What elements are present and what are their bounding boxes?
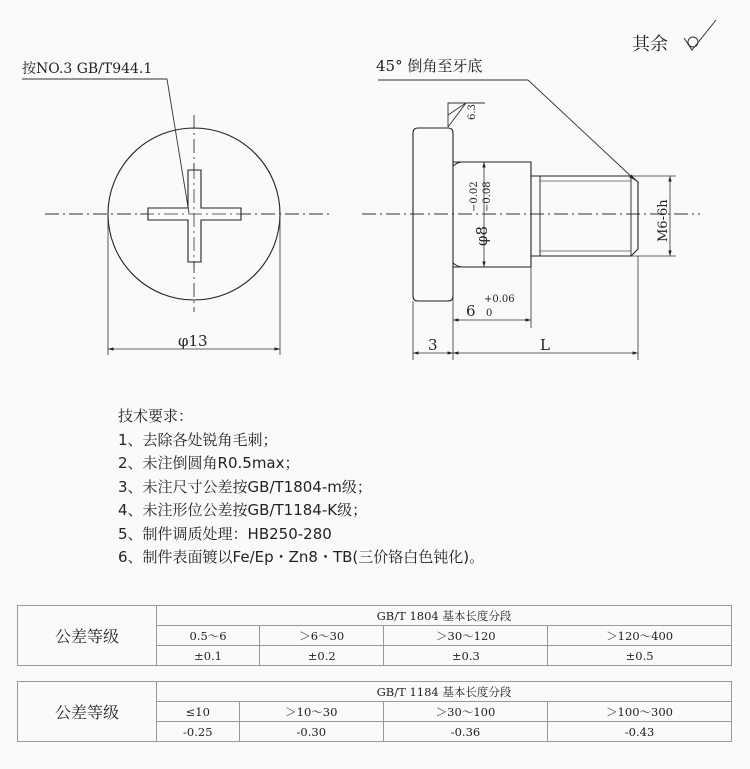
requirement-item: 4、未注形位公差按GB/T1184-K级； [118, 501, 368, 519]
front-view [22, 60, 332, 355]
head-thickness-label: 3 [428, 336, 438, 354]
chamfer-note: 45° 倒角至牙底 [376, 57, 483, 75]
screw-shank [453, 162, 531, 267]
value-cell: -0.30 [239, 722, 383, 742]
total-length-label: L [540, 336, 550, 354]
front-diameter-label: φ13 [178, 332, 208, 350]
range-cell: ＞30～100 [383, 702, 547, 722]
tolerance-table-1184 [17, 681, 732, 742]
front-note: 按NO.3 GB/T944.1 [22, 61, 153, 77]
requirement-item: 6、制件表面镀以Fe/Ep・Zn8・TB(三价铬白色钝化)。 [118, 548, 485, 566]
value-cell: ±0.2 [260, 646, 384, 666]
range-cell: ＞100～300 [548, 702, 732, 722]
roughness-value: 6.3 [467, 104, 478, 120]
value-cell: ±0.5 [548, 646, 732, 666]
thread-label: M6-6h [656, 199, 671, 242]
surface-finish-label: 其余 [632, 34, 668, 55]
requirement-item: 2、未注倒圆角R0.5max； [118, 454, 300, 472]
requirement-item: 3、未注尺寸公差按GB/T1804-m级； [118, 477, 372, 496]
table-title: GB/T 1804 基本长度分段 [157, 606, 732, 626]
side-view [362, 57, 700, 360]
value-cell: ±0.3 [384, 646, 548, 666]
requirement-item: 1、去除各处锐角毛刺； [118, 430, 278, 449]
technical-requirements [118, 405, 484, 570]
value-cell: -0.36 [383, 722, 547, 742]
range-cell: ＞30～120 [384, 626, 548, 646]
range-cell: ＞10～30 [239, 702, 383, 722]
screw-head [413, 128, 453, 301]
shank-length-tol-upper: +0.06 [484, 294, 515, 305]
range-cell: ＞6～30 [260, 626, 384, 646]
shank-length-label: 6 [466, 302, 476, 320]
range-cell: ≤10 [157, 702, 240, 722]
shank-length-tol-lower: 0 [486, 308, 493, 319]
tolerance-table-1804 [17, 605, 732, 666]
requirement-item: 5、制件调质处理：HB250-280 [118, 524, 332, 543]
shank-diameter-label: φ8 [473, 225, 491, 246]
finish-symbol-icon [684, 20, 716, 50]
table-row-header: 公差等级 [18, 682, 157, 742]
cross-recess [148, 170, 241, 262]
table-title: GB/T 1184 基本长度分段 [157, 682, 732, 702]
value-cell: ±0.1 [157, 646, 260, 666]
thread-section [531, 176, 638, 256]
shank-tolerance-lower: −0.08 [482, 181, 493, 212]
range-cell: ＞120～400 [548, 626, 732, 646]
value-cell: -0.25 [157, 722, 240, 742]
shank-tolerance-upper: −0.02 [469, 181, 480, 212]
range-cell: 0.5～6 [157, 626, 260, 646]
table-row-header: 公差等级 [18, 606, 157, 666]
requirements-title: 技术要求： [118, 407, 194, 425]
value-cell: -0.43 [548, 722, 732, 742]
